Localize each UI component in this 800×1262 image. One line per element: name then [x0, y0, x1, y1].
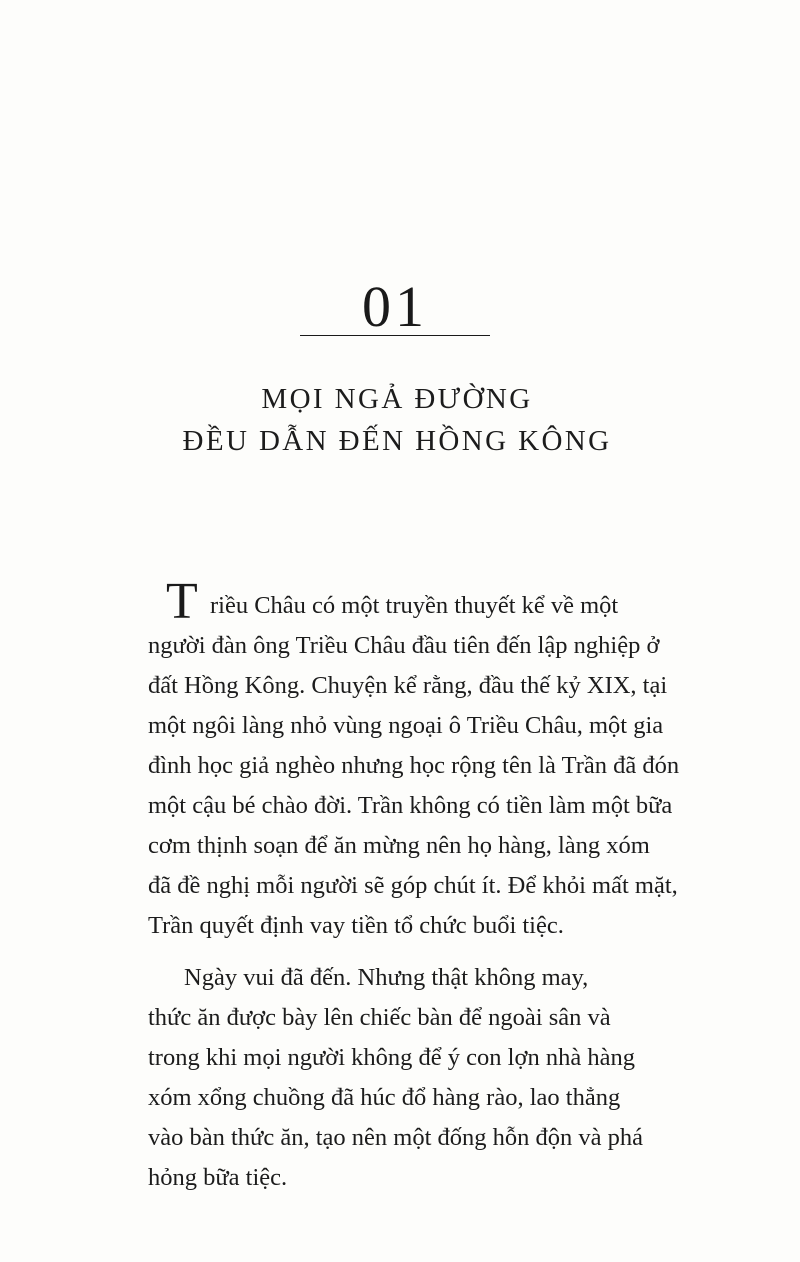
text-line: Trần quyết định vay tiền tổ chức buổi tiệc. [148, 912, 564, 939]
text-line: hỏng bữa tiệc. [148, 1164, 288, 1191]
text-line: trong khi mọi người không để ý con lợn nhà hàng [148, 1044, 635, 1071]
paragraph [148, 958, 698, 1198]
body-text [148, 573, 698, 1198]
text-line: thức ăn được bày lên chiếc bàn để ngoài sân và [148, 1004, 611, 1031]
text-line: người đàn ông Triều Châu đầu tiên đến lập nghiệp ở [148, 632, 660, 659]
text-line: xóm xổng chuồng đã húc đổ hàng rào, lao thẳng [148, 1084, 621, 1111]
text-line: một cậu bé chào đời. Trần không có tiền làm một bữa [148, 792, 673, 819]
drop-cap: T [166, 573, 198, 630]
chapter-number: 01 [362, 274, 428, 339]
text-line: riều Châu có một truyền thuyết kể về một [210, 592, 619, 619]
chapter-title-line: ĐỀU DẪN ĐẾN HỒNG KÔNG [182, 425, 612, 457]
chapter-divider [300, 335, 490, 336]
chapter-title [0, 378, 794, 462]
text-line: vào bàn thức ăn, tạo nên một đống hỗn độn và phá [148, 1124, 644, 1151]
text-line: đã đề nghị mỗi người sẽ góp chút ít. Để khỏi mất mặt, [148, 872, 678, 899]
paragraph [148, 573, 698, 946]
text-line: đình học giả nghèo nhưng học rộng tên là Trần đã đón [148, 752, 680, 779]
text-line: đất Hồng Kông. Chuyện kể rằng, đầu thế kỷ XIX, tại [148, 672, 668, 699]
text-line: cơm thịnh soạn để ăn mừng nên họ hàng, làng xóm [148, 832, 650, 859]
chapter-title-line: MỌI NGẢ ĐƯỜNG [261, 383, 533, 415]
text-line: một ngôi làng nhỏ vùng ngoại ô Triều Châu, một gia [148, 712, 664, 739]
text-line: Ngày vui đã đến. Nhưng thật không may, [184, 964, 589, 991]
